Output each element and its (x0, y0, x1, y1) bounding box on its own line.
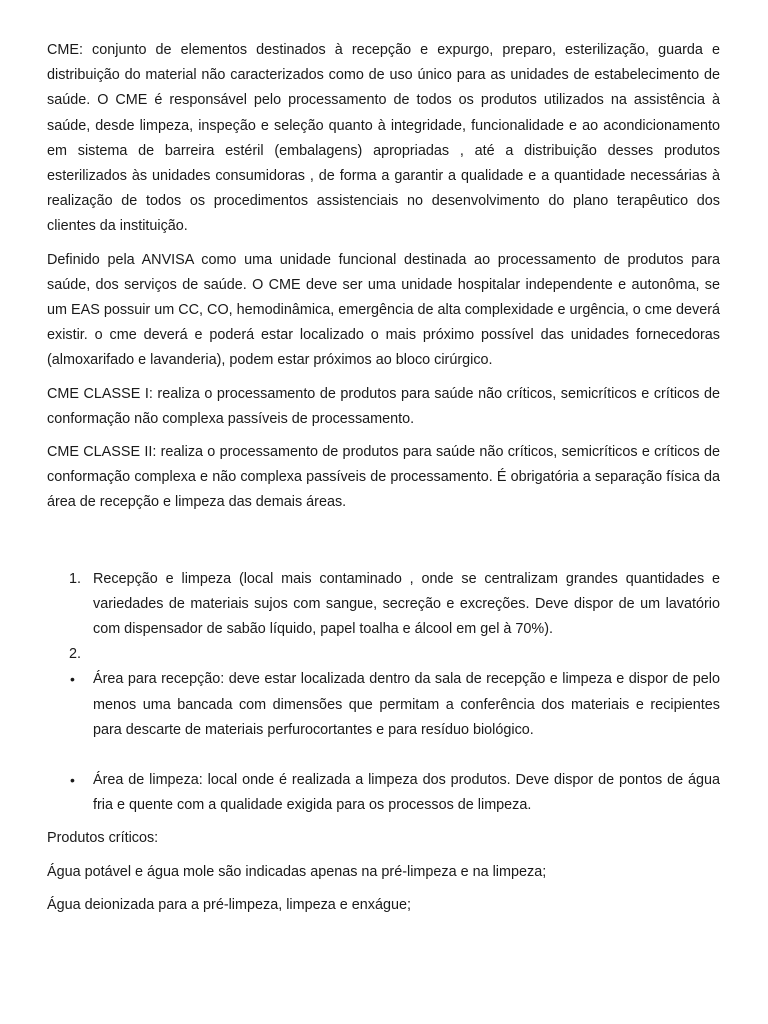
bullet-list (47, 667, 720, 818)
paragraph-cme-classe-2: CME CLASSE II: realiza o processamento de produtos para saúde não críticos, semicríticos e críticos de conformação complexa e não complexa passíveis de processamento. É obrigatória a separação física da área de recepção e limpeza das demais áreas. (47, 444, 720, 511)
list-item (47, 768, 720, 818)
list-number: 1. (69, 570, 82, 587)
bullet-icon: • (70, 671, 75, 688)
list-item (47, 567, 720, 643)
numbered-list (47, 567, 720, 668)
list-item-text: Área de limpeza: local onde é realizada a limpeza dos produtos. Deve dispor de pontos de água fria e quente com a qualidade exigida para os processos de limpeza. (93, 772, 720, 814)
bullet-icon: • (70, 772, 75, 789)
list-item-text (93, 646, 97, 662)
list-item (47, 642, 720, 667)
paragraph-agua-potavel: Água potável e água mole são indicadas apenas na pré-limpeza e na limpeza; (47, 863, 547, 880)
section-heading-produtos-criticos: Produtos críticos: (47, 830, 159, 847)
list-item-text: Recepção e limpeza (local mais contaminado , onde se centralizam grandes quantidades e variedades de materiais sujos com sangue, secreção e excreções. Deve dispor de um lavatório com dispensador de sabão líquido, papel toalha e álcool em gel à 70%). (93, 570, 720, 638)
list-item (47, 667, 720, 743)
paragraph-anvisa-definition: Definido pela ANVISA como uma unidade funcional destinada ao processamento de produtos para saúde, dos serviços de saúde. O CME deve ser uma unidade hospitalar independente e autonôma, se um EAS possuir um CC, CO, hemodinâmica, emergência de alta complexidade e urgência, o cme deverá existir. o cme deverá e poderá estar localizado o mais próximo possível das unidades fornecedoras (almoxarifado e lavanderia), podem estar próximos ao bloco cirúrgico. (47, 251, 720, 369)
list-number: 2. (69, 646, 82, 663)
list-item-text: Área para recepção: deve estar localizada dentro da sala de recepção e limpeza e dispor de pelo menos uma bancada com dimensões que permitam a conferência dos materiais e recipientes para descarte de materiais perfurocortantes e para resíduo biológico. (93, 671, 720, 738)
paragraph-cme-classe-1: CME CLASSE I: realiza o processamento de produtos para saúde não críticos, semicríticos e críticos de conformação não complexa passíveis de processamento. (47, 385, 720, 427)
paragraph-cme-definition: CME: conjunto de elementos destinados à recepção e expurgo, preparo, esterilização, guarda e distribuição do material não caracterizados como de uso único para as unidades de estabelecimento de saúde. O CME é responsável pelo processamento de todos os produtos utilizados na assistência à saúde, desde limpeza, inspeção e seleção quanto à integridade, funcionalidade e ao acondicionamento em sistema de barreira estéril (embalagens) apropriadas , até a distribuição desses produtos esterilizados às unidades consumidoras , de forma a garantir a qualidade e a quantidade necessárias à realização de todos os procedimentos assistenciais no desenvolvimento do plano terapêutico dos clientes da instituição. (47, 42, 720, 235)
document-page (47, 38, 720, 926)
spacer (47, 524, 720, 567)
paragraph-agua-deionizada: Água deionizada para a pré-limpeza, limpeza e enxágue; (47, 896, 411, 913)
